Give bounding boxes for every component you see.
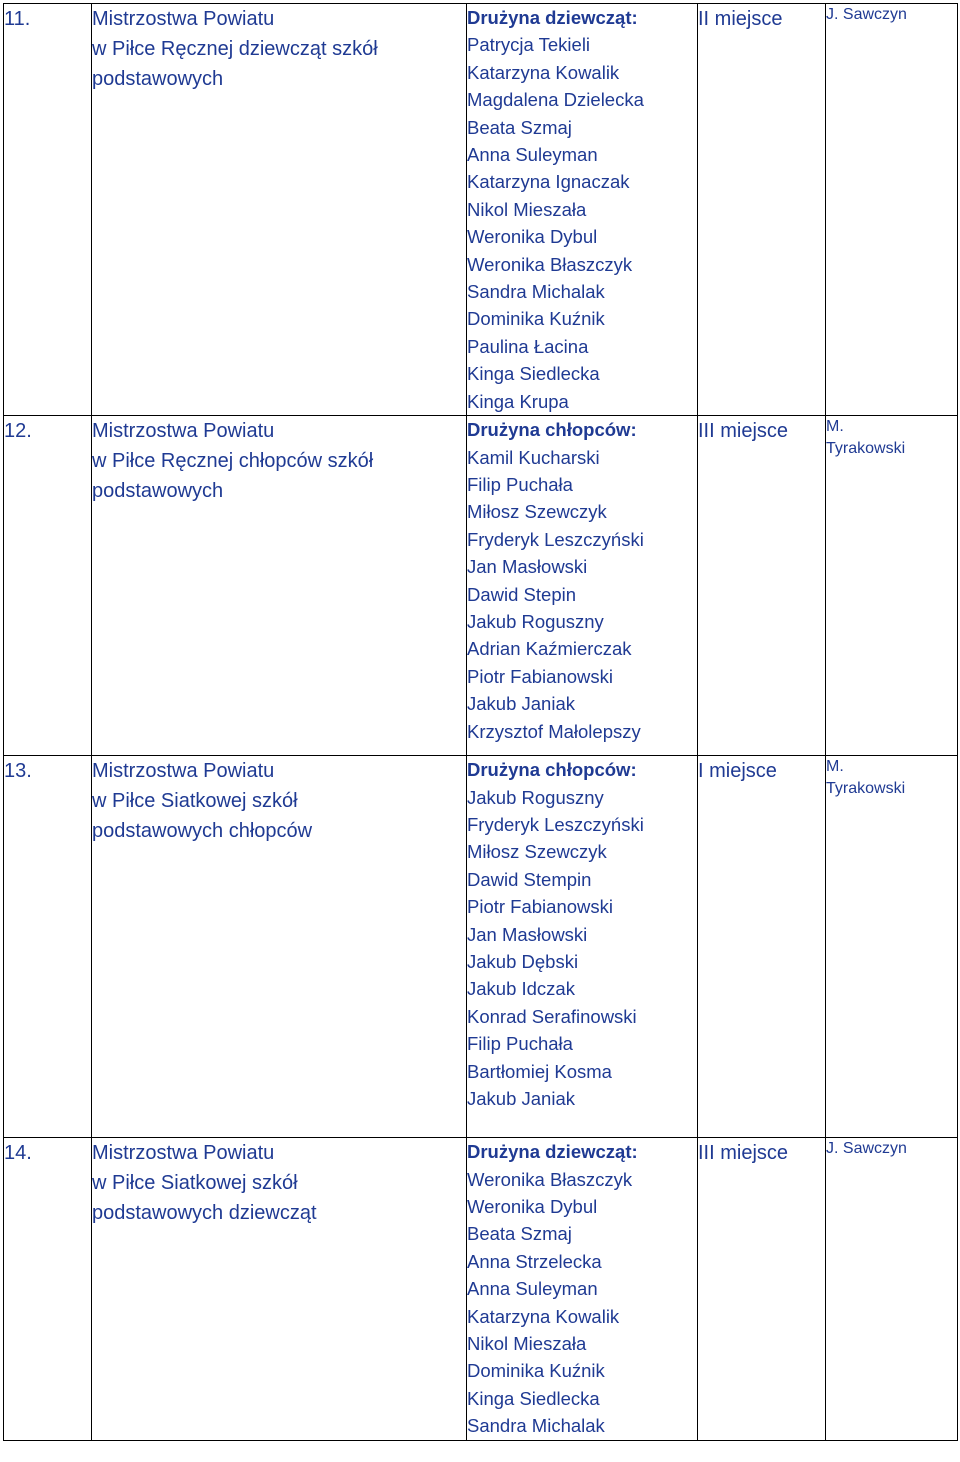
team-member: Sandra Michalak <box>467 281 605 303</box>
team-member: Weronika Błaszczyk <box>467 1168 633 1190</box>
team-member: Fryderyk Leszczyński <box>467 528 644 550</box>
competition-name-line: Mistrzostwa Powiatu <box>92 760 275 783</box>
coach-line: J. Sawczyn <box>826 1140 907 1158</box>
team-member: Anna Suleyman <box>467 1278 598 1300</box>
table-row <box>4 4 958 416</box>
team-member: Adrian Kaźmierczak <box>467 638 632 660</box>
row-number: 13. <box>4 756 92 1138</box>
team-member: Kinga Siedlecka <box>467 363 600 385</box>
team-label: Drużyna dziewcząt: <box>467 7 638 28</box>
team-member: Katarzyna Kowalik <box>467 61 620 83</box>
team-member: Dawid Stepin <box>467 583 577 605</box>
team-member: Bartłomiej Kosma <box>467 1060 612 1082</box>
row-number: 11. <box>4 4 92 416</box>
placement: I miejsce <box>698 756 826 1138</box>
team-label: Drużyna chłopców: <box>467 419 637 441</box>
team-member: Jan Masłowski <box>467 556 588 578</box>
team-member: Krzysztof Małolepszy <box>467 720 641 742</box>
team-member: Dawid Stempin <box>467 868 592 890</box>
team-member: Weronika Błaszczyk <box>467 253 633 275</box>
team-member: Miłosz Szewczyk <box>467 841 607 863</box>
team-member: Kamil Kucharski <box>467 446 600 468</box>
team-member: Beata Szmaj <box>467 116 572 138</box>
coach <box>826 4 958 416</box>
team-member: Nikol Mieszała <box>467 198 587 220</box>
team-member: Filip Puchała <box>467 1033 573 1055</box>
competition-name <box>92 1138 467 1441</box>
competition-name-line: w Piłce Ręcznej dziewcząt szkół <box>92 38 378 60</box>
competition-name-line: podstawowych chłopców <box>92 820 313 843</box>
coach <box>826 416 958 756</box>
team-member: Weronika Dybul <box>467 1195 598 1217</box>
table-row <box>4 1138 958 1441</box>
team-member: Miłosz Szewczyk <box>467 501 607 523</box>
row-number: 12. <box>4 416 92 756</box>
team-list <box>467 416 698 756</box>
team-member: Jakub Roguszny <box>467 610 604 632</box>
team-member: Fryderyk Leszczyński <box>467 813 644 835</box>
team-member: Jakub Roguszny <box>467 786 604 808</box>
team-member: Nikol Mieszała <box>467 1332 587 1354</box>
team-label: Drużyna chłopców: <box>467 759 637 781</box>
team-list <box>467 4 698 416</box>
team-member: Patrycja Tekieli <box>467 34 591 56</box>
row-number: 14. <box>4 1138 92 1441</box>
competition-name-line: podstawowych dziewcząt <box>92 1202 317 1225</box>
placement: III miejsce <box>698 1138 826 1441</box>
team-member: Beata Szmaj <box>467 1223 572 1245</box>
coach-line: J. Sawczyn <box>826 6 907 23</box>
team-list <box>467 1138 698 1441</box>
coach <box>826 1138 958 1441</box>
team-member: Dominika Kuźnik <box>467 1360 605 1382</box>
competition-name-line: w Piłce Siatkowej szkół <box>92 1172 298 1195</box>
coach-line: M. <box>826 418 844 436</box>
coach-line: Tyrakowski <box>826 780 906 798</box>
team-member: Jan Masłowski <box>467 923 588 945</box>
table-row <box>4 756 958 1138</box>
team-member: Anna Strzelecka <box>467 1250 602 1272</box>
competition-name-line: podstawowych <box>92 68 224 90</box>
team-member: Konrad Serafinowski <box>467 1005 637 1027</box>
coach <box>826 756 958 1138</box>
team-member: Piotr Fabianowski <box>467 665 614 687</box>
competition-name <box>92 416 467 756</box>
competition-name <box>92 4 467 416</box>
team-member: Anna Suleyman <box>467 144 598 166</box>
team-member: Kinga Siedlecka <box>467 1387 600 1409</box>
competition-name-line: Mistrzostwa Powiatu <box>92 1142 275 1165</box>
competition-name-line: w Piłce Siatkowej szkół <box>92 790 298 813</box>
team-member: Filip Puchała <box>467 473 573 495</box>
team-member: Weronika Dybul <box>467 226 598 248</box>
team-member: Jakub Dębski <box>467 950 579 972</box>
coach-line: M. <box>826 758 844 776</box>
results-table-body <box>4 4 958 1441</box>
team-member: Sandra Michalak <box>467 1415 605 1437</box>
placement: III miejsce <box>698 416 826 756</box>
team-member: Piotr Fabianowski <box>467 896 614 918</box>
team-member: Jakub Idczak <box>467 978 575 1000</box>
placement: II miejsce <box>698 4 826 416</box>
table-row <box>4 416 958 756</box>
team-member: Paulina Łacina <box>467 335 589 357</box>
results-table <box>3 3 958 1441</box>
competition-name-line: Mistrzostwa Powiatu <box>92 8 275 30</box>
competition-name-line: Mistrzostwa Powiatu <box>92 420 275 443</box>
team-member: Katarzyna Ignaczak <box>467 171 630 193</box>
team-member: Magdalena Dzielecka <box>467 89 644 111</box>
team-member: Jakub Janiak <box>467 693 575 715</box>
competition-name <box>92 756 467 1138</box>
team-member: Kinga Krupa <box>467 390 569 412</box>
team-member: Katarzyna Kowalik <box>467 1305 620 1327</box>
competition-name-line: w Piłce Ręcznej chłopców szkół <box>92 450 374 473</box>
team-list <box>467 756 698 1138</box>
team-label: Drużyna dziewcząt: <box>467 1141 638 1163</box>
coach-line: Tyrakowski <box>826 440 906 458</box>
competition-name-line: podstawowych <box>92 480 224 503</box>
team-member: Dominika Kuźnik <box>467 308 605 330</box>
team-member: Jakub Janiak <box>467 1087 575 1109</box>
